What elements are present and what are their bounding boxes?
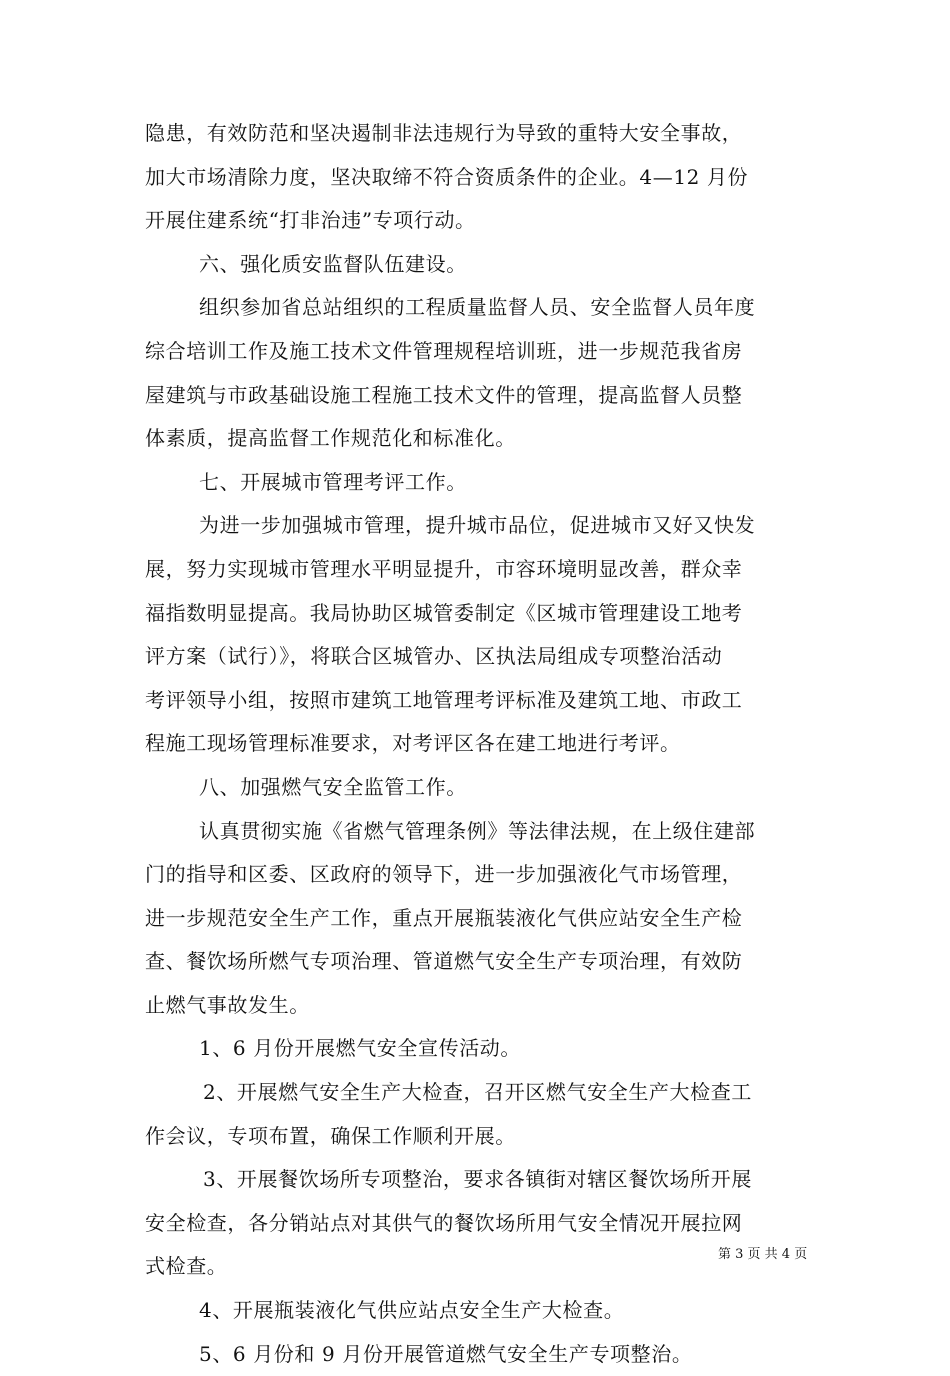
text-line: 综合培训工作及施工技术文件管理规程培训班，进一步规范我省房 xyxy=(145,338,743,363)
text-line: 式检查。 xyxy=(145,1254,228,1279)
text-line: 门的指导和区委、区政府的领导下，进一步加强液化气市场管理， xyxy=(145,862,743,887)
text-line: 认真贯彻实施《省燃气管理条例》等法律法规，在上级住建部 xyxy=(199,818,756,843)
section-heading-6: 六、强化质安监督队伍建设。 xyxy=(199,251,467,276)
text-line: 作会议，专项布置，确保工作顺利开展。 xyxy=(145,1123,516,1148)
text-line: 为进一步加强城市管理，提升城市品位，促进城市又好又快发 xyxy=(199,513,756,538)
page-number-footer: 第 3 页 共 4 页 xyxy=(718,1247,808,1262)
text-line: 止燃气事故发生。 xyxy=(145,992,310,1017)
document-body xyxy=(145,112,810,1376)
text-line: 展，努力实现城市管理水平明显提升，市容环境明显改善，群众幸 xyxy=(145,556,743,581)
text-line: 屋建筑与市政基础设施工程施工技术文件的管理，提高监督人员整 xyxy=(145,382,743,407)
text-line: 隐患，有效防范和坚决遏制非法违规行为导致的重特大安全事故， xyxy=(145,121,743,145)
list-item-5: 5、6 月份和 9 月份开展管道燃气安全生产专项整治。 xyxy=(199,1341,693,1366)
list-item-3: 3、开展餐饮场所专项整治，要求各镇街对辖区餐饮场所开展 xyxy=(203,1167,752,1192)
text-line: 查、餐饮场所燃气专项治理、管道燃气安全生产专项治理，有效防 xyxy=(145,949,743,974)
text-line: 加大市场清除力度，坚决取缔不符合资质条件的企业。4—12 月份 xyxy=(145,164,749,189)
list-item-2: 2、开展燃气安全生产大检查，召开区燃气安全生产大检查工 xyxy=(203,1080,752,1105)
text-line: 安全检查，各分销站点对其供气的餐饮场所用气安全情况开展拉网 xyxy=(145,1210,743,1235)
list-item-4: 4、开展瓶装液化气供应站点安全生产大检查。 xyxy=(199,1298,625,1323)
section-heading-8: 八、加强燃气安全监管工作。 xyxy=(199,774,467,799)
text-line: 组织参加省总站组织的工程质量监督人员、安全监督人员年度 xyxy=(199,295,756,320)
text-line: 福指数明显提高。我局协助区城管委制定《区城市管理建设工地考 xyxy=(145,600,743,625)
text-line: 体素质，提高监督工作规范化和标准化。 xyxy=(145,426,516,451)
text-line: 开展住建系统“打非治违”专项行动。 xyxy=(145,208,476,233)
text-line: 评方案（试行）》，将联合区城管办、区执法局组成专项整治活动 xyxy=(145,644,723,669)
text-line: 程施工现场管理标准要求，对考评区各在建工地进行考评。 xyxy=(145,731,681,756)
list-item-1: 1、6 月份开展燃气安全宣传活动。 xyxy=(199,1036,522,1061)
text-line: 进一步规范安全生产工作，重点开展瓶装液化气供应站安全生产检 xyxy=(145,905,743,930)
section-heading-7: 七、开展城市管理考评工作。 xyxy=(199,469,467,494)
text-line: 考评领导小组，按照市建筑工地管理考评标准及建筑工地、市政工 xyxy=(145,687,743,712)
